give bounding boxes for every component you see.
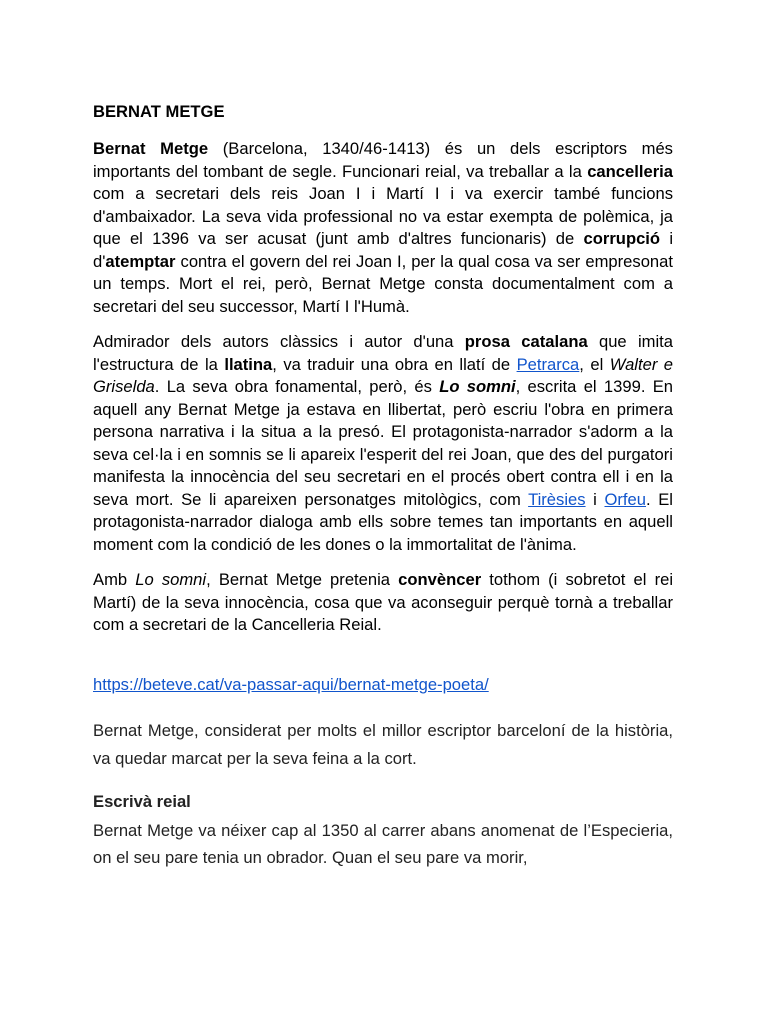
source-url-link[interactable]: https://beteve.cat/va-passar-aqui/bernat-metge-poeta/ <box>93 674 489 694</box>
text-span: que imita l'estructura de la <box>93 332 673 374</box>
text-span: . El protagonista-narrador dialoga amb ells sobre temes tan importants en aquell moment com la condició de les dones o la immortalitat de l'ànima. <box>93 489 673 554</box>
text-span: , el <box>579 354 610 374</box>
paragraph-intro <box>93 138 673 318</box>
text-span: i <box>585 489 605 509</box>
bold-text: prosa catalana <box>464 332 588 351</box>
link-petrarca[interactable]: Petrarca <box>516 354 580 374</box>
text-span: i d' <box>93 229 674 271</box>
text-span: (Barcelona, 1340/46-1413) és un dels escriptors més importants del tombant de segle. Funcionari reial, va treballar a la <box>93 139 673 181</box>
text-span: , Bernat Metge pretenia <box>206 570 399 589</box>
italic-text: Lo somni <box>439 377 516 396</box>
text-span: tothom (i sobretot el rei Martí) de la seva innocència, cosa que va aconseguir perquè tornà a treballar com a secretari de la Cancelleria Reial. <box>93 570 674 634</box>
paragraph-summary: Bernat Metge, considerat per molts el millor escriptor barceloní de la història, va quedar marcat per la seva feina a la cort. <box>93 720 673 768</box>
link-orfeu[interactable]: Orfeu <box>604 489 646 509</box>
document-page <box>93 100 673 871</box>
link-tiresies[interactable]: Tirèsies <box>528 489 586 509</box>
text-span: contra el govern del rei Joan I, per la qual cosa va ser empresonat un temps. Mort el rei, però, Bernat Metge consta documentalment com a secretari del seu successor, Martí I l'Humà. <box>93 251 673 316</box>
text-span: Amb <box>93 570 136 589</box>
text-span: . La seva obra fonamental, però, és <box>154 377 440 396</box>
text-span: Admirador dels autors clàssics i autor d'una <box>93 332 465 351</box>
italic-text: Lo somni <box>135 570 207 589</box>
italic-text: Walter e Griselda <box>93 354 674 396</box>
document-title: BERNAT METGE <box>93 102 225 121</box>
bold-text: atemptar <box>105 251 176 271</box>
url-paragraph <box>93 673 673 697</box>
bold-text <box>439 377 515 396</box>
text-span: , escrita el 1399. En aquell any Bernat Metge ja estava en llibertat, però escriu l'obra en primera persona narrativa i la situa a la presó. El protagonista-narrador s'adorm a la seva cel·la i en somnis se li apareix l'esperit del rei Joan, que des del purgatori manifesta la innocència del seu secretari en el procés obert contra ell i en la seva mort. Se li apareixen personatges mitològics, com <box>93 377 674 509</box>
text-span: , va traduir una obra en llatí de <box>272 354 517 374</box>
paragraph-works <box>93 331 673 556</box>
bold-text: llatina <box>224 354 273 374</box>
bold-text: cancelleria <box>587 161 673 181</box>
bold-text: corrupció <box>583 229 661 248</box>
paragraph-birth: Bernat Metge va néixer cap al 1350 al carrer abans anomenat de l’Especieria, on el seu pare tenia un obrador. Quan el seu pare va morir, <box>93 820 673 867</box>
paragraph-purpose <box>93 569 673 637</box>
section-heading: Escrivà reial <box>93 791 191 811</box>
bold-text: convèncer <box>398 570 482 589</box>
bold-text: Bernat Metge <box>93 139 209 158</box>
text-span: com a secretari dels reis Joan I i Martí I i va exercir també funcions d'ambaixador. La seva vida professional no va estar exempta de polèmica, ja que el 1396 va ser acusat (junt amb d'altres funcionaris) de <box>93 184 673 248</box>
